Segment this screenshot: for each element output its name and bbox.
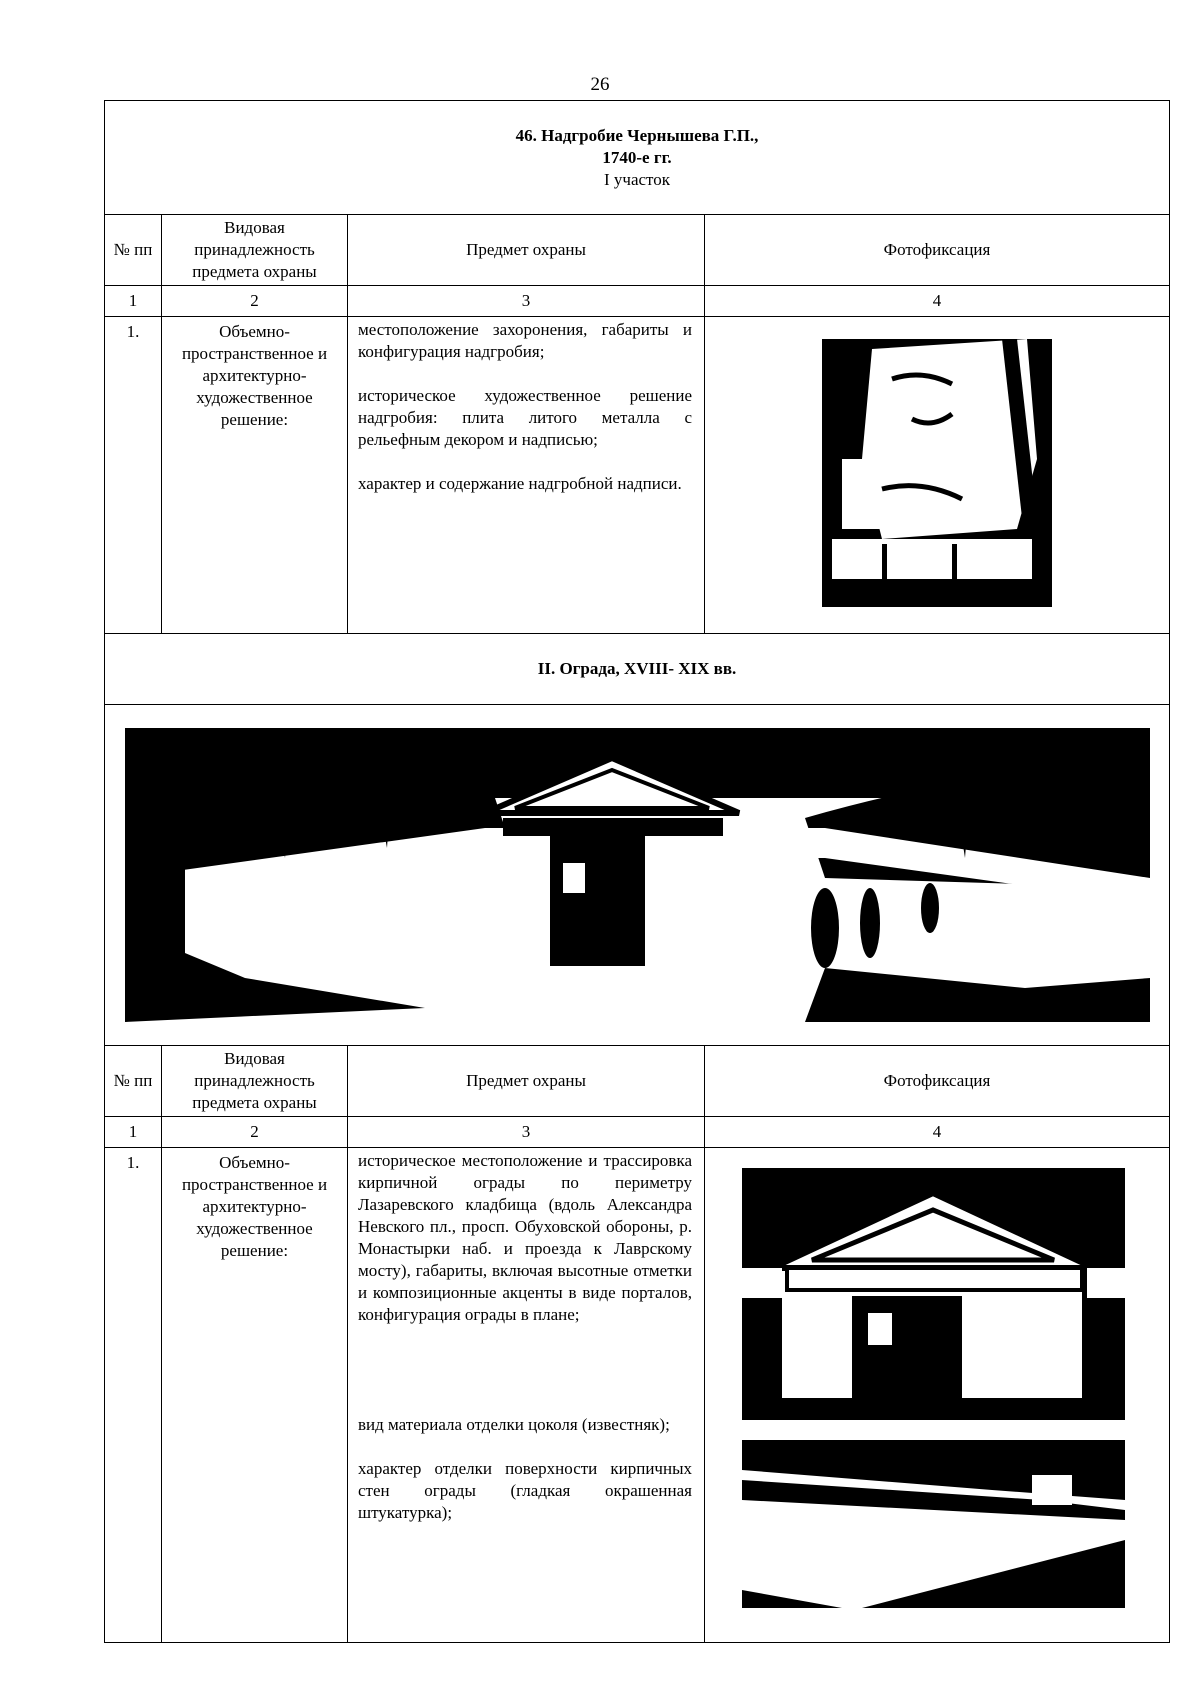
header-photo: Фотофиксация: [705, 1046, 1170, 1117]
row-number: 1.: [105, 317, 162, 634]
page-number: 26: [590, 74, 610, 95]
column-number: 1: [105, 1117, 162, 1148]
row-photo: [705, 1148, 1170, 1643]
subject-item: местоположение захоронения, габариты и конфигурация надгробия;: [358, 320, 692, 361]
column-number: 3: [348, 286, 705, 317]
monument-plot: I участок: [604, 169, 671, 189]
fence-wall-photo: [742, 1440, 1125, 1608]
monument-title: [105, 101, 1170, 215]
header-type: Видовая принадлежность предмета охраны: [162, 1046, 348, 1117]
row-number: 1.: [105, 1148, 162, 1643]
column-numbers-row: [105, 286, 1170, 317]
table-row: [105, 317, 1170, 634]
column-number: 4: [705, 286, 1170, 317]
subject-item: историческое местоположение и трассировка кирпичной ограды по периметру Лазаревского кладбища (вдоль Александра Невского пл., просп. Обуховской обороны, р. Монастырки наб. и проезда к Лаврскому мосту), габариты, включая высотные отметки и композиционные акценты в виде порталов, конфигурация ограды в плане;: [358, 1151, 692, 1324]
row-photo: [705, 317, 1170, 634]
fence-portal-photo: [742, 1168, 1125, 1420]
header-photo: Фотофиксация: [705, 215, 1170, 286]
header-subject: Предмет охраны: [348, 215, 705, 286]
column-number: 1: [105, 286, 162, 317]
subject-item: историческое художественное решение надгробия: плита литого металла с рельефным декором и надписью;: [358, 386, 692, 449]
section-title: II. Ограда, XVIII- XIX вв.: [105, 634, 1170, 705]
fence-panorama-photo: [125, 728, 1150, 1022]
column-numbers-row: [105, 1117, 1170, 1148]
column-number: 3: [348, 1117, 705, 1148]
column-number: 2: [162, 1117, 348, 1148]
header-number: № пп: [105, 1046, 162, 1117]
row-subject: [348, 1148, 705, 1643]
column-number: 4: [705, 1117, 1170, 1148]
monument-name: 46. Надгробие Чернышева Г.П.,: [515, 125, 759, 145]
subject-item: вид материала отделки цоколя (известняк);: [358, 1415, 670, 1434]
header-number: № пп: [105, 215, 162, 286]
protection-table: [104, 100, 1170, 1643]
subject-item: характер отделки поверхности кирпичных стен ограды (гладкая окрашенная штукатурка);: [358, 1459, 692, 1522]
table-header: [105, 215, 1170, 286]
tombstone-photo: [822, 339, 1052, 607]
row-subject: [348, 317, 705, 634]
subject-item: характер и содержание надгробной надписи.: [358, 474, 682, 493]
panorama-cell: [105, 705, 1170, 1046]
table-header: [105, 1046, 1170, 1117]
row-type: Объемно-пространственное и архитектурно-художественное решение:: [162, 317, 348, 634]
header-subject: Предмет охраны: [348, 1046, 705, 1117]
column-number: 2: [162, 286, 348, 317]
monument-date: 1740-е гг.: [602, 147, 672, 167]
header-type: Видовая принадлежность предмета охраны: [162, 215, 348, 286]
table-row: [105, 1148, 1170, 1643]
row-type: Объемно-пространственное и архитектурно-художественное решение:: [162, 1148, 348, 1643]
